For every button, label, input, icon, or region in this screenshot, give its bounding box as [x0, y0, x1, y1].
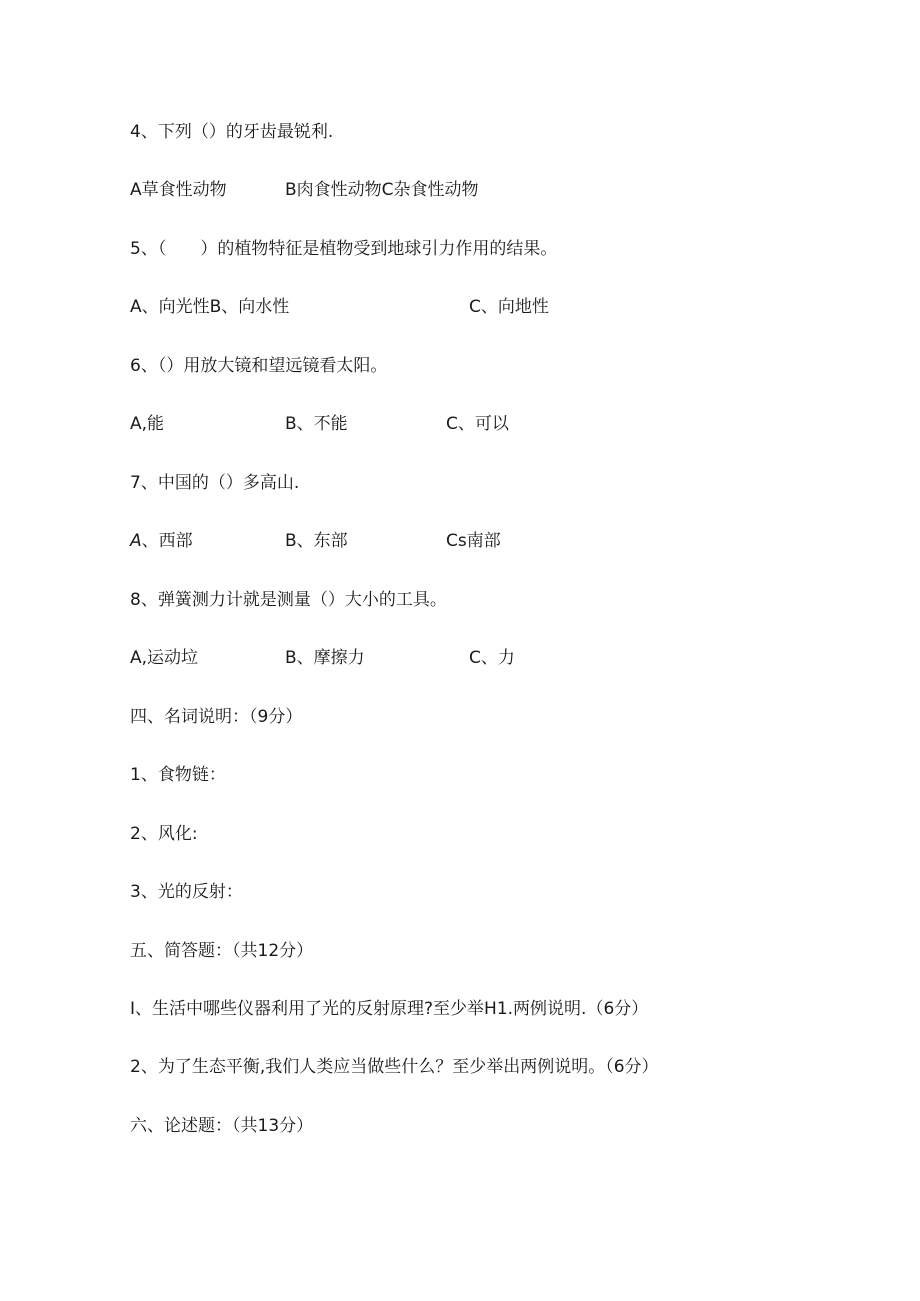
- option-8-a: A,运动垃: [130, 648, 199, 668]
- question-4-options: [130, 179, 830, 201]
- option-5-ab: A、向光性B、向水性: [130, 297, 290, 317]
- question-7: 7、中国的（）多高山.: [130, 473, 300, 493]
- option-4-bc: B肉食性动物C杂食性动物: [285, 180, 479, 200]
- option-5-c: C、向地性: [469, 297, 549, 317]
- option-8-b: B、摩擦力: [285, 648, 365, 668]
- question-4: 4、下列（）的牙齿最锐利.: [130, 122, 334, 142]
- option-7-a-text: 、西部: [141, 531, 193, 551]
- option-7-a: [130, 530, 193, 552]
- option-7-b: B、东部: [285, 531, 348, 551]
- option-7-c: Cs南部: [446, 531, 501, 551]
- question-8: 8、弹簧测力计就是测量（）大小的工具。: [130, 590, 447, 610]
- option-6-b: B、不能: [285, 414, 348, 434]
- section-6-heading: 六、论述题：（共13分）: [130, 1116, 314, 1136]
- option-6-a: A,能: [130, 414, 165, 434]
- section-4-heading: 四、名词说明：（9分）: [130, 707, 303, 727]
- question-7-options: [130, 530, 830, 552]
- option-7-a-letter: A: [130, 531, 142, 551]
- term-2: 2、风化:: [130, 824, 198, 844]
- question-8-options: [130, 647, 830, 669]
- question-5: 5、（ ）的植物特征是植物受到地球引力作用的结果。: [130, 239, 558, 259]
- section-5-heading: 五、简答题：（共12分）: [130, 941, 314, 961]
- question-6-options: [130, 413, 830, 435]
- option-4-a: A草食性动物: [130, 180, 227, 200]
- question-5-options: [130, 296, 830, 318]
- term-1: 1、食物链：: [130, 765, 226, 785]
- question-6: 6、（）用放大镜和望远镜看太阳。: [130, 356, 388, 376]
- short-answer-2: 2、为了生态平衡,我们人类应当做些什么？至少举出两例说明。（6分）: [130, 1057, 659, 1077]
- short-answer-1: I、生活中哪些仪器利用了光的反射原理?至少举H1.两例说明.（6分）: [130, 999, 649, 1019]
- option-8-c: C、力: [469, 648, 515, 668]
- term-3: 3、光的反射：: [130, 882, 243, 902]
- option-6-c: C、可以: [446, 414, 509, 434]
